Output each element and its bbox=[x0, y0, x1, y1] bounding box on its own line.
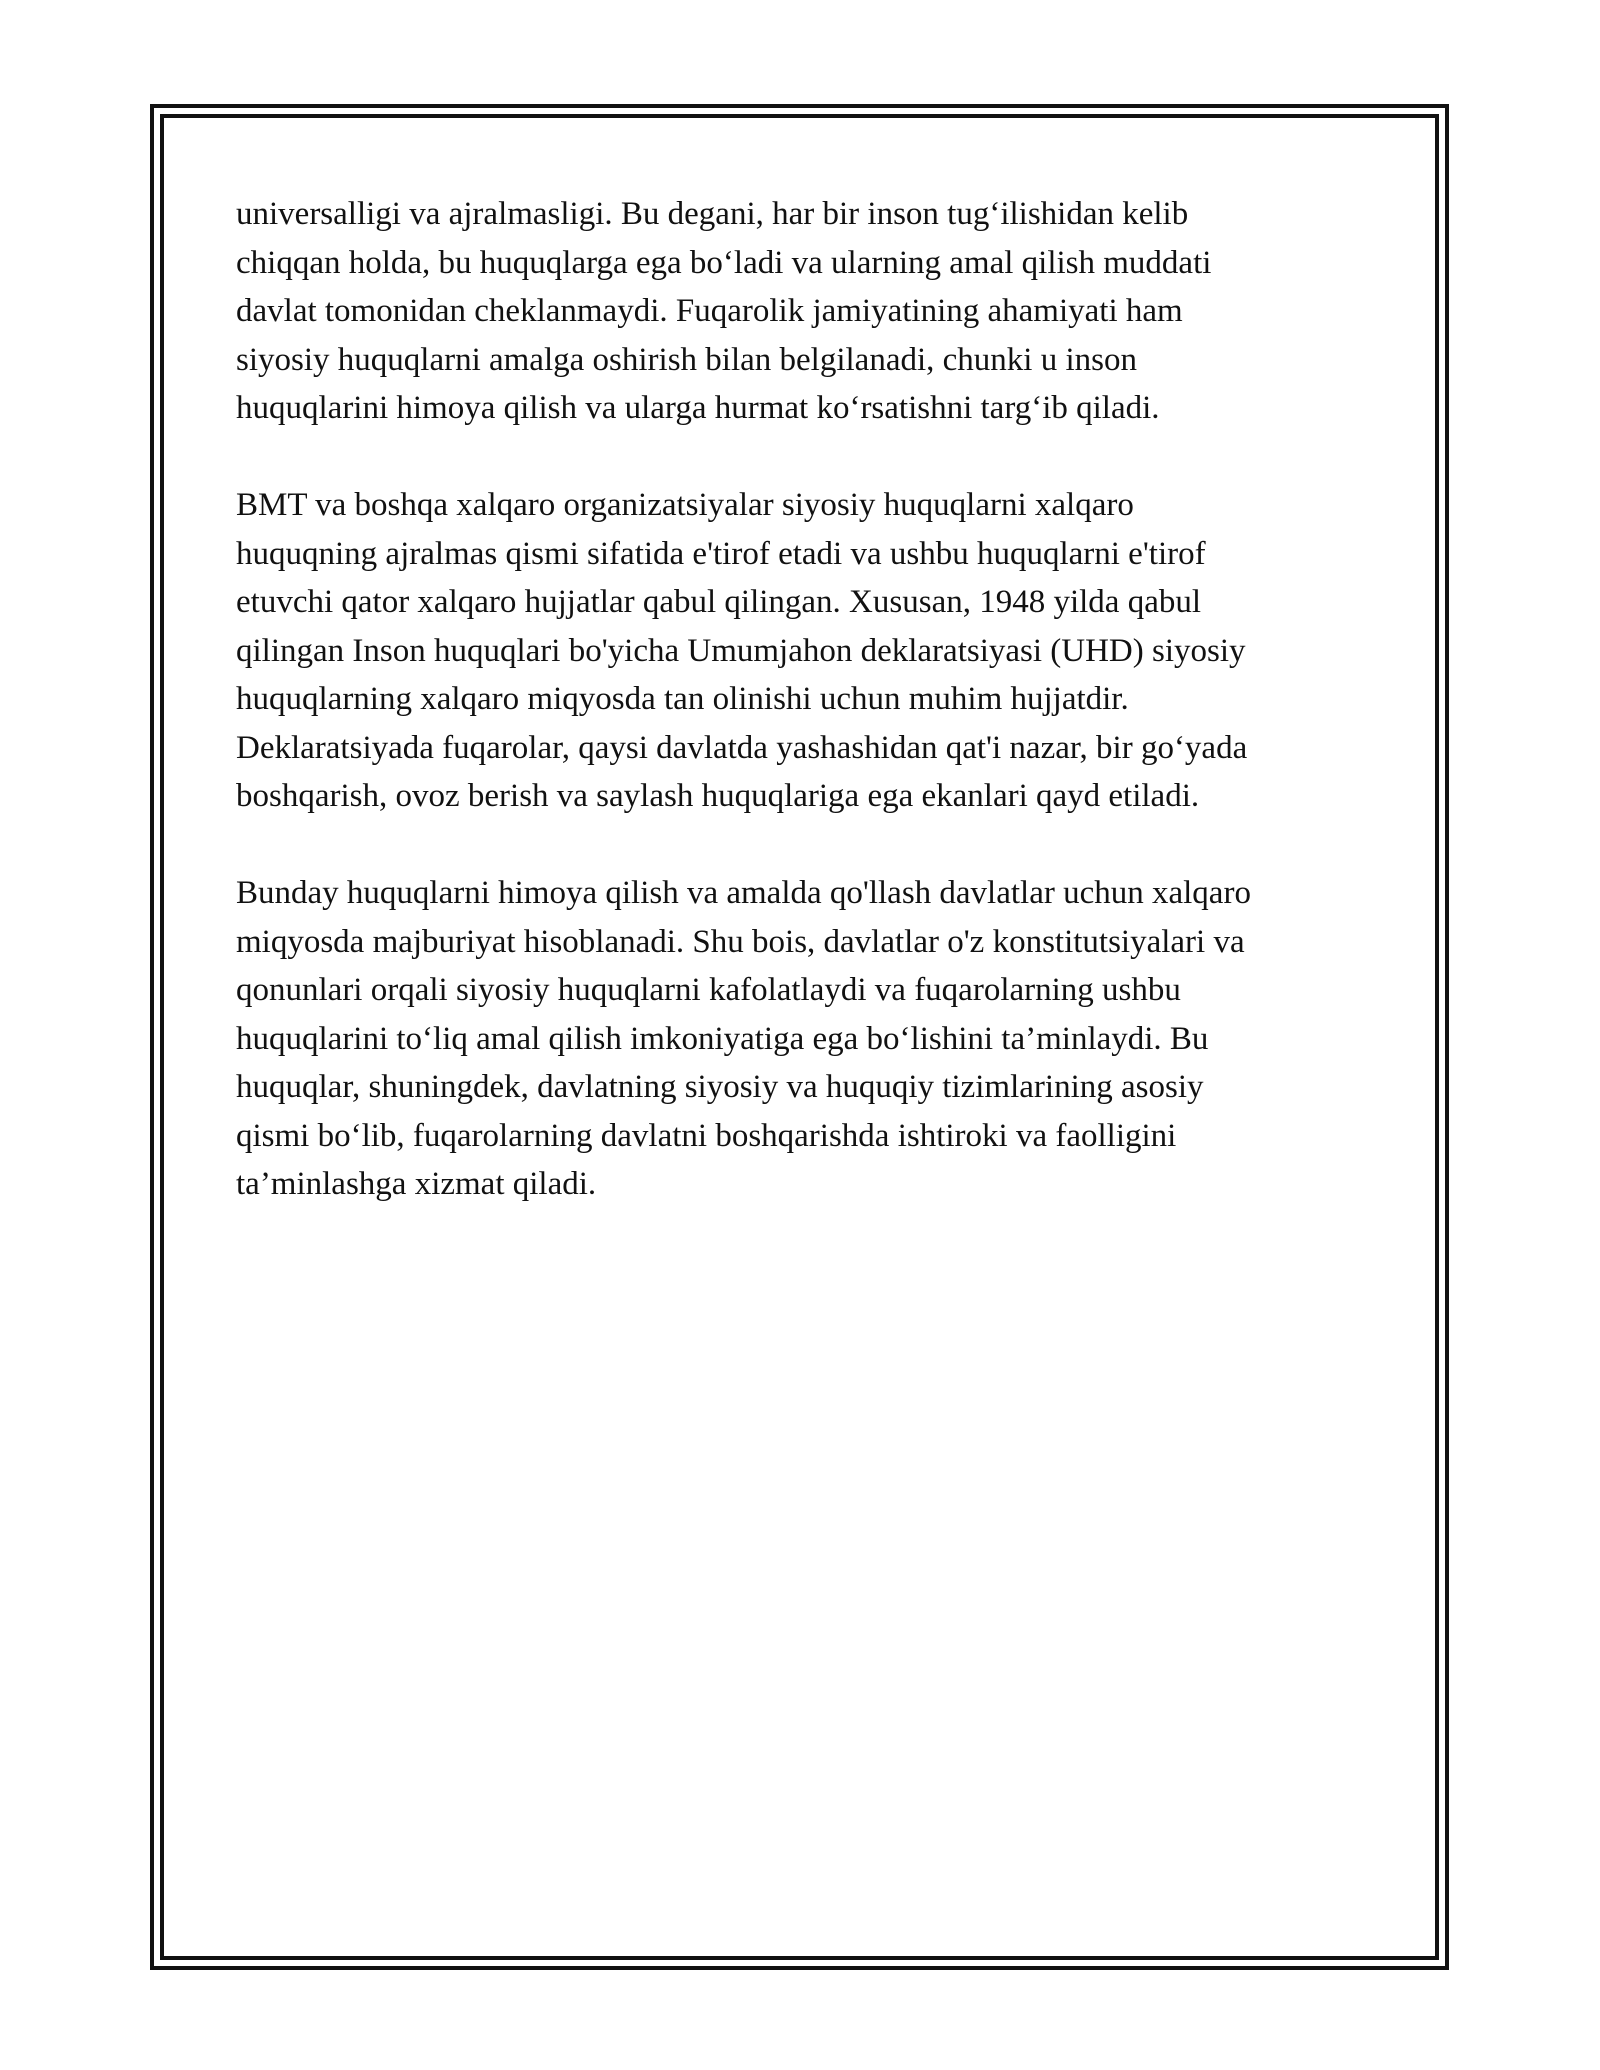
text-line: qismi bo‘lib, fuqarolarning davlatni boshqarishda ishtiroki va faolligini bbox=[236, 1117, 1177, 1154]
text-line: huquqlar, shuningdek, davlatning siyosiy va huquqiy tizimlarining asosiy bbox=[236, 1069, 1204, 1105]
text-line: chiqqan holda, bu huquqlarga ega bo‘ladi va ularning amal qilish muddati bbox=[236, 244, 1212, 281]
paragraph-3 bbox=[236, 869, 1386, 1209]
text-line: huquqning ajralmas qismi sifatida e'tirof etadi va ushbu huquqlarni e'tirof bbox=[236, 535, 1206, 572]
text-line: boshqarish, ovoz berish va saylash huquqlariga ega ekanlari qayd etiladi. bbox=[236, 778, 1200, 814]
text-line: huquqlarning xalqaro miqyosda tan olinishi uchun muhim hujjatdir. bbox=[236, 681, 1129, 717]
document-body bbox=[236, 190, 1386, 1257]
paragraph-2 bbox=[236, 481, 1386, 821]
text-line: miqyosda majburiyat hisoblanadi. Shu bois, davlatlar o'z konstitutsiyalari va bbox=[236, 923, 1245, 960]
text-line: Deklaratsiyada fuqarolar, qaysi davlatda yashashidan qat'i nazar, bir go‘yada bbox=[236, 729, 1248, 766]
text-line: davlat tomonidan cheklanmaydi. Fuqarolik jamiyatining ahamiyati ham bbox=[236, 293, 1183, 329]
text-line: qonunlari orqali siyosiy huquqlarni kafolatlaydi va fuqarolarning ushbu bbox=[236, 972, 1181, 1008]
text-line: BMT va boshqa xalqaro organizatsiyalar siyosiy huquqlarni xalqaro bbox=[236, 487, 1134, 523]
text-line: universalligi va ajralmasligi. Bu degani, har bir inson tug‘ilishidan kelib bbox=[236, 196, 1189, 232]
text-line: Bunday huquqlarni himoya qilish va amalda qo'llash davlatlar uchun xalqaro bbox=[236, 875, 1251, 911]
text-line: siyosiy huquqlarni amalga oshirish bilan belgilanadi, chunki u inson bbox=[236, 341, 1137, 378]
text-line: huquqlarini to‘liq amal qilish imkoniyatiga ega bo‘lishini ta’minlaydi. Bu bbox=[236, 1020, 1209, 1057]
text-line: qilingan Inson huquqlari bo'yicha Umumjahon deklaratsiyasi (UHD) siyosiy bbox=[236, 632, 1246, 669]
text-line: ta’minlashga xizmat qiladi. bbox=[236, 1166, 597, 1202]
text-line: etuvchi qator xalqaro hujjatlar qabul qilingan. Xususan, 1948 yilda qabul bbox=[236, 584, 1202, 620]
paragraph-1 bbox=[236, 190, 1386, 433]
text-line: huquqlarini himoya qilish va ularga hurmat ko‘rsatishni targ‘ib qiladi. bbox=[236, 390, 1160, 426]
